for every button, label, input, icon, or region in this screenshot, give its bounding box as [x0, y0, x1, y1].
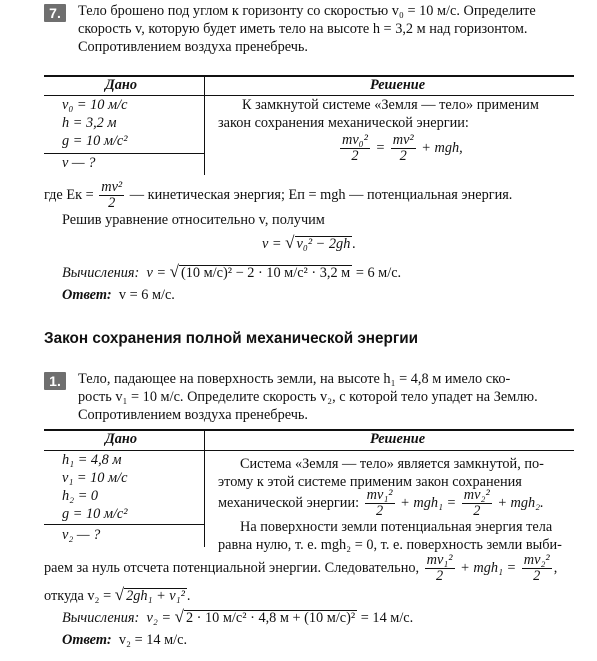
solution-header: Решение	[370, 431, 426, 447]
calculation-line: Вычисления: v = √ (10 м/с)² − 2 · 10 м/с² · 3,2 м = 6 м/с.	[62, 262, 402, 281]
solution-text-line: равна нулю, т. е. mgh₂ = 0, т. е. поверхность земли выби-	[218, 537, 562, 553]
table-column-divider	[204, 430, 205, 451]
velocity-formula: откуда v₂ = √ 2gh₁ + v₁² .	[44, 585, 191, 604]
problem-text-line: Тело, падающее на поверхность земли, на высоте h₁ = 4,8 м имело ско-	[78, 371, 511, 387]
answer-line: Ответ: v = 6 м/с.	[62, 287, 175, 303]
given-find-rule	[44, 524, 205, 525]
energy-equation: $\frac{\text{mv₀²}}{2}$ = $\frac{\text{mv²}}{2}$ + mgh,	[342, 132, 463, 164]
calculation-line: Вычисления: v₂ = √ 2 · 10 м/с² · 4,8 м + (10 м/с)² = 14 м/с.	[62, 607, 414, 626]
given-item: g = 10 м/с²	[62, 133, 128, 149]
problem-text-line: рость v₁ = 10 м/с. Определите скорость v₂, с которой тело упадет на Землю.	[78, 389, 538, 405]
given-item: v₀ = 10 м/с	[62, 97, 128, 113]
problem-number-badge: 7.	[44, 4, 66, 22]
given-column-divider	[204, 450, 205, 547]
solution-text-line: К замкнутой системе «Земля — тело» применим	[242, 97, 539, 113]
section-title: Закон сохранения полной механической энергии	[44, 330, 419, 347]
solution-header: Решение	[370, 77, 426, 93]
given-header: Дано	[105, 431, 138, 447]
given-header: Дано	[105, 77, 138, 93]
find-item: v₂ — ?	[62, 527, 101, 543]
solution-text-line: закон сохранения механической энергии:	[218, 115, 469, 131]
solution-text-line: этому к этой системе применим закон сохранения	[218, 474, 522, 490]
problem-number-badge: 1.	[44, 372, 66, 390]
problem-text-line: Тело брошено под углом к горизонту со скоростью v₀ = 10 м/с. Определите	[78, 3, 536, 19]
find-item: v — ?	[62, 155, 96, 171]
solution-text-line: Система «Земля — тело» является замкнутой, по-	[240, 456, 544, 472]
given-column-divider	[204, 95, 205, 175]
given-item: h₁ = 4,8 м	[62, 452, 122, 468]
problem-text-line: скорость v, которую будет иметь тело на высоте h = 3,2 м над горизонтом.	[78, 21, 528, 37]
problem-text-line: Сопротивлением воздуха пренебречь.	[78, 407, 308, 423]
solution-text-line: Решив уравнение относительно v, получим	[62, 212, 325, 228]
given-item: h₂ = 0	[62, 488, 99, 504]
given-item: h = 3,2 м	[62, 115, 117, 131]
table-header-rule	[44, 95, 574, 96]
answer-line: Ответ: v₂ = 14 м/с.	[62, 632, 188, 648]
given-find-rule	[44, 153, 205, 154]
solution-text-line: На поверхности земли потенциальная энергия тела	[240, 519, 553, 535]
given-item: v₁ = 10 м/с	[62, 470, 128, 486]
problem-text-line: Сопротивлением воздуха пренебречь.	[78, 39, 308, 55]
energy-definitions: где Eк = $\frac{\text{mv²}}{2}$ — кинетическая энергия; Eп = mgh — потенциальная энергия.	[44, 179, 513, 211]
solution-text-line: раем за нуль отсчета потенциальной энергии. Следовательно, $\frac{\text{mv₁²}}{2}$ + mgh₁ = $\frac{\text{mv₂²}}{2}$ ,	[44, 552, 558, 584]
energy-equation: механической энергии: $\frac{\text{mv₁²}}{2}$ + mgh₁ = $\frac{\text{mv₂²}}{2}$ + mgh₂.	[218, 487, 544, 519]
velocity-formula: v = √ v₀² − 2gh .	[262, 233, 356, 252]
table-column-divider	[204, 76, 205, 96]
table-header-rule	[44, 450, 574, 451]
given-item: g = 10 м/с²	[62, 506, 128, 522]
